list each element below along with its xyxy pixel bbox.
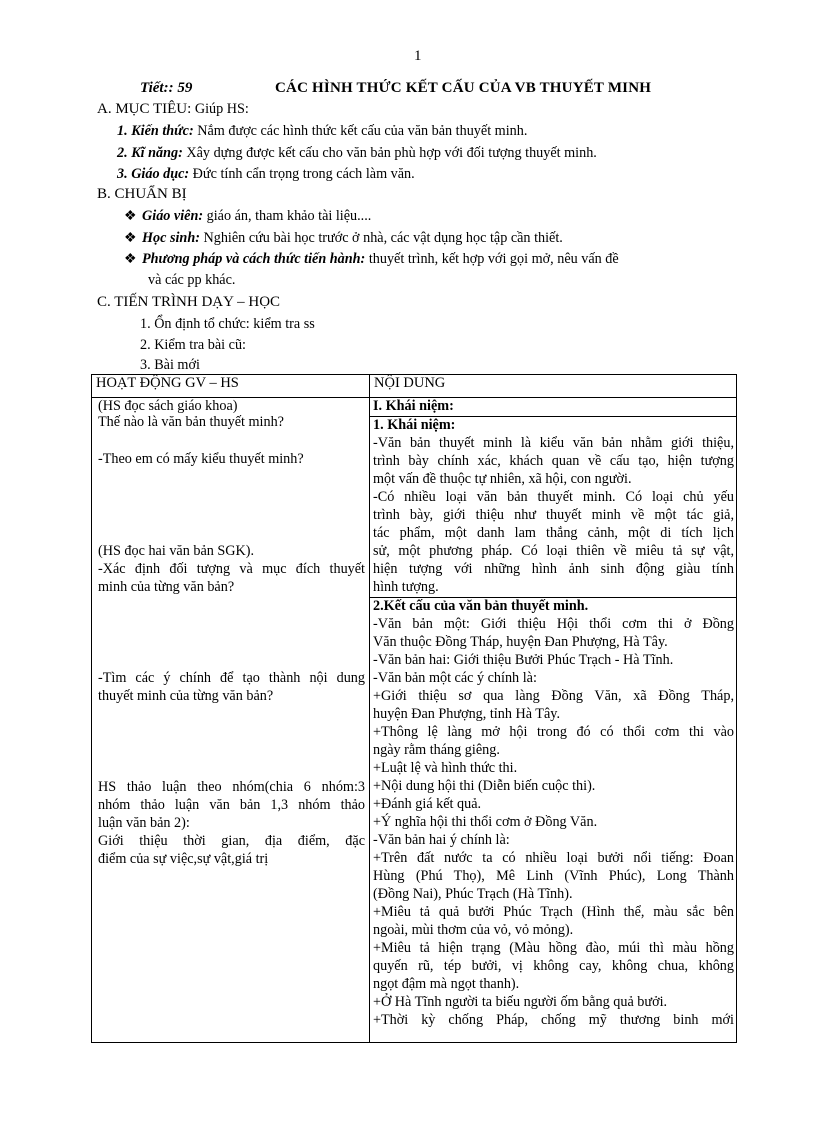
diamond-bullet-icon: ❖ — [124, 251, 137, 267]
content-line: ngoài, mùi thơm của vỏ, vỏ mỏng). — [373, 922, 574, 938]
diamond-bullet-icon: ❖ — [124, 208, 137, 224]
content-line: +Thời kỳ chống Pháp, chống mỹ thương binh mới — [373, 1012, 734, 1028]
procedure-item: 2. Kiểm tra bài cũ: — [140, 337, 246, 353]
prep-text: Nghiên cứu bài học trước ở nhà, các vật dụng học tập cần thiết. — [199, 230, 563, 246]
content-line: +Ở Hà Tĩnh người ta biếu người ốm bằng quả bưởi. — [373, 994, 668, 1010]
column-header-content: NỘI DUNG — [370, 375, 737, 398]
content-subheading: 2.Kết cấu của văn bản thuyết minh. — [373, 598, 589, 614]
activity-line: nhóm thảo luận văn bản 1,3 nhóm thảo — [98, 797, 365, 813]
content-line: +Trên đất nước ta có nhiều loại bưởi nổi tiếng: Đoan — [373, 850, 734, 866]
content-line: +Luật lệ và hình thức thi. — [373, 760, 518, 776]
prep-teacher — [124, 208, 371, 225]
content-cell — [370, 398, 737, 1043]
prep-label: Giáo viên: — [142, 208, 204, 224]
objective-label: 1. Kiến thức: — [117, 123, 194, 139]
prep-method-cont: và các pp khác. — [148, 272, 236, 288]
content-line: hiện tượng với những hình ảnh sinh động giàu tính — [373, 561, 734, 577]
content-line: +Miêu tả quả bưởi Phúc Trạch (Hình thể, màu sắc bên — [373, 904, 734, 920]
content-line: +Giới thiệu sơ qua làng Đồng Văn, xã Đồng Tháp, — [373, 688, 734, 704]
activity-line: -Xác định đối tượng và mục đích thuyết — [98, 561, 365, 577]
objective-text: Đức tính cẩn trọng trong cách làm văn. — [189, 166, 415, 182]
content-line: sử, một phương pháp. Có loại thiên về miêu tả sự vật, — [373, 543, 734, 559]
section-a-title: A. MỤC TIÊU: — [97, 101, 192, 117]
content-line: -Văn bản một: Giới thiệu Hội thổi cơm thi ở Đồng — [373, 616, 734, 632]
content-heading: I. Khái niệm: — [373, 398, 454, 414]
content-line: Hùng (Phú Thọ), Mê Linh (Vĩnh Phúc), Long Thành — [373, 868, 734, 884]
procedure-item: 1. Ổn định tổ chức: kiểm tra ss — [140, 316, 315, 332]
activities-cell — [92, 398, 370, 1043]
content-line: (Đồng Nai), Phúc Trạch (Hà Tĩnh). — [373, 886, 573, 902]
prep-text: thuyết trình, kết hợp với gọi mở, nêu vấn đề — [365, 251, 619, 267]
content-line: trình bày chính xác, khách quan về cấu tạo, hiện tượng — [373, 453, 734, 469]
content-line: hình tượng. — [373, 579, 439, 595]
prep-student — [124, 230, 563, 247]
activity-line: -Theo em có mấy kiểu thuyết minh? — [98, 451, 304, 467]
content-subheading: 1. Khái niệm: — [373, 417, 456, 433]
activity-line: -Tìm các ý chính để tạo thành nội dung — [98, 670, 365, 686]
content-line: trình bày, giới thiệu như thuyết minh về một tác giả, — [373, 507, 734, 523]
activity-line: (HS đọc hai văn bản SGK). — [98, 543, 255, 559]
diamond-bullet-icon: ❖ — [124, 230, 137, 246]
procedure-item: 3. Bài mới — [140, 357, 200, 373]
lesson-heading: CÁC HÌNH THỨC KẾT CẤU CỦA VB THUYẾT MINH — [275, 80, 652, 96]
content-line: +Thông lệ làng mở hội trong đó có thổi cơm thi vào — [373, 724, 734, 740]
prep-method — [124, 251, 619, 268]
lesson-table — [91, 374, 737, 1043]
content-line: -Văn bản một các ý chính là: — [373, 670, 537, 686]
content-line: một vấn đề thuộc tự nhiên, xã hội, con người. — [373, 471, 632, 487]
objective-knowledge — [117, 123, 527, 140]
activity-line: Giới thiệu thời gian, địa điểm, đặc — [98, 833, 365, 849]
prep-label: Học sinh: — [142, 230, 200, 246]
content-line: -Văn bản thuyết minh là kiểu văn bản nhằm giới thiệu, — [373, 435, 734, 451]
activity-line: thuyết minh của từng văn bản? — [98, 688, 274, 704]
section-a-subtitle: Giúp HS: — [191, 101, 249, 117]
content-line: -Văn bản hai ý chính là: — [373, 832, 510, 848]
content-line: ngọt đậm mà ngọt thanh). — [373, 976, 520, 992]
objective-education — [117, 166, 415, 183]
content-line: -Có nhiều loại văn bản thuyết minh. Có loại chủ yếu — [373, 489, 734, 505]
objective-text: Nắm được các hình thức kết cấu của văn bản thuyết minh. — [193, 123, 528, 139]
content-line: +Đánh giá kết quả. — [373, 796, 482, 812]
activity-line: điểm của sự việc,sự vật,giá trị — [98, 851, 269, 867]
objective-text: Xây dựng được kết cấu cho văn bản phù hợp với đối tượng thuyết minh. — [182, 145, 597, 161]
section-a-heading — [97, 101, 249, 118]
prep-text: giáo án, tham khảo tài liệu.... — [203, 208, 372, 224]
content-line: +Miêu tả hiện trạng (Màu hồng đào, múi thì màu hồng — [373, 940, 734, 956]
objective-label: 3. Giáo dục: — [117, 166, 190, 182]
objective-skills — [117, 145, 597, 162]
page-number: 1 — [414, 48, 422, 64]
column-header-activities: HOẠT ĐỘNG GV – HS — [92, 375, 370, 398]
content-line: +Ý nghĩa hội thi thổi cơm ở Đồng Văn. — [373, 814, 598, 830]
activity-line: Thế nào là văn bản thuyết minh? — [98, 414, 284, 430]
activity-line: HS thảo luận theo nhóm(chia 6 nhóm:3 — [98, 779, 365, 795]
content-line: ngày rằm tháng giêng. — [373, 742, 500, 758]
content-line: Văn thuộc Đồng Tháp, huyện Đan Phượng, Hà Tây. — [373, 634, 668, 650]
content-line: -Văn bản hai: Giới thiệu Bưởi Phúc Trạch - Hà Tĩnh. — [373, 652, 674, 668]
content-line: tác phẩm, một danh lam thắng cảnh, một di tích lịch — [373, 525, 734, 541]
objective-label: 2. Kĩ năng: — [117, 145, 183, 161]
content-line: +Nội dung hội thi (Diễn biến cuộc thi). — [373, 778, 596, 794]
activity-line: minh của từng văn bản? — [98, 579, 235, 595]
section-c-heading: C. TIẾN TRÌNH DẠY – HỌC — [97, 294, 281, 310]
activity-line: luận văn bản 2): — [98, 815, 190, 831]
prep-label: Phương pháp và cách thức tiến hành: — [142, 251, 366, 267]
content-line: huyện Đan Phượng, tỉnh Hà Tây. — [373, 706, 560, 722]
content-line: quyến rũ, tép bưởi, vị không cay, không chua, không — [373, 958, 734, 974]
activity-line: (HS đọc sách giáo khoa) — [98, 398, 238, 414]
section-b-heading: B. CHUẨN BỊ — [97, 186, 187, 202]
lesson-number: Tiết:: 59 — [140, 80, 193, 96]
